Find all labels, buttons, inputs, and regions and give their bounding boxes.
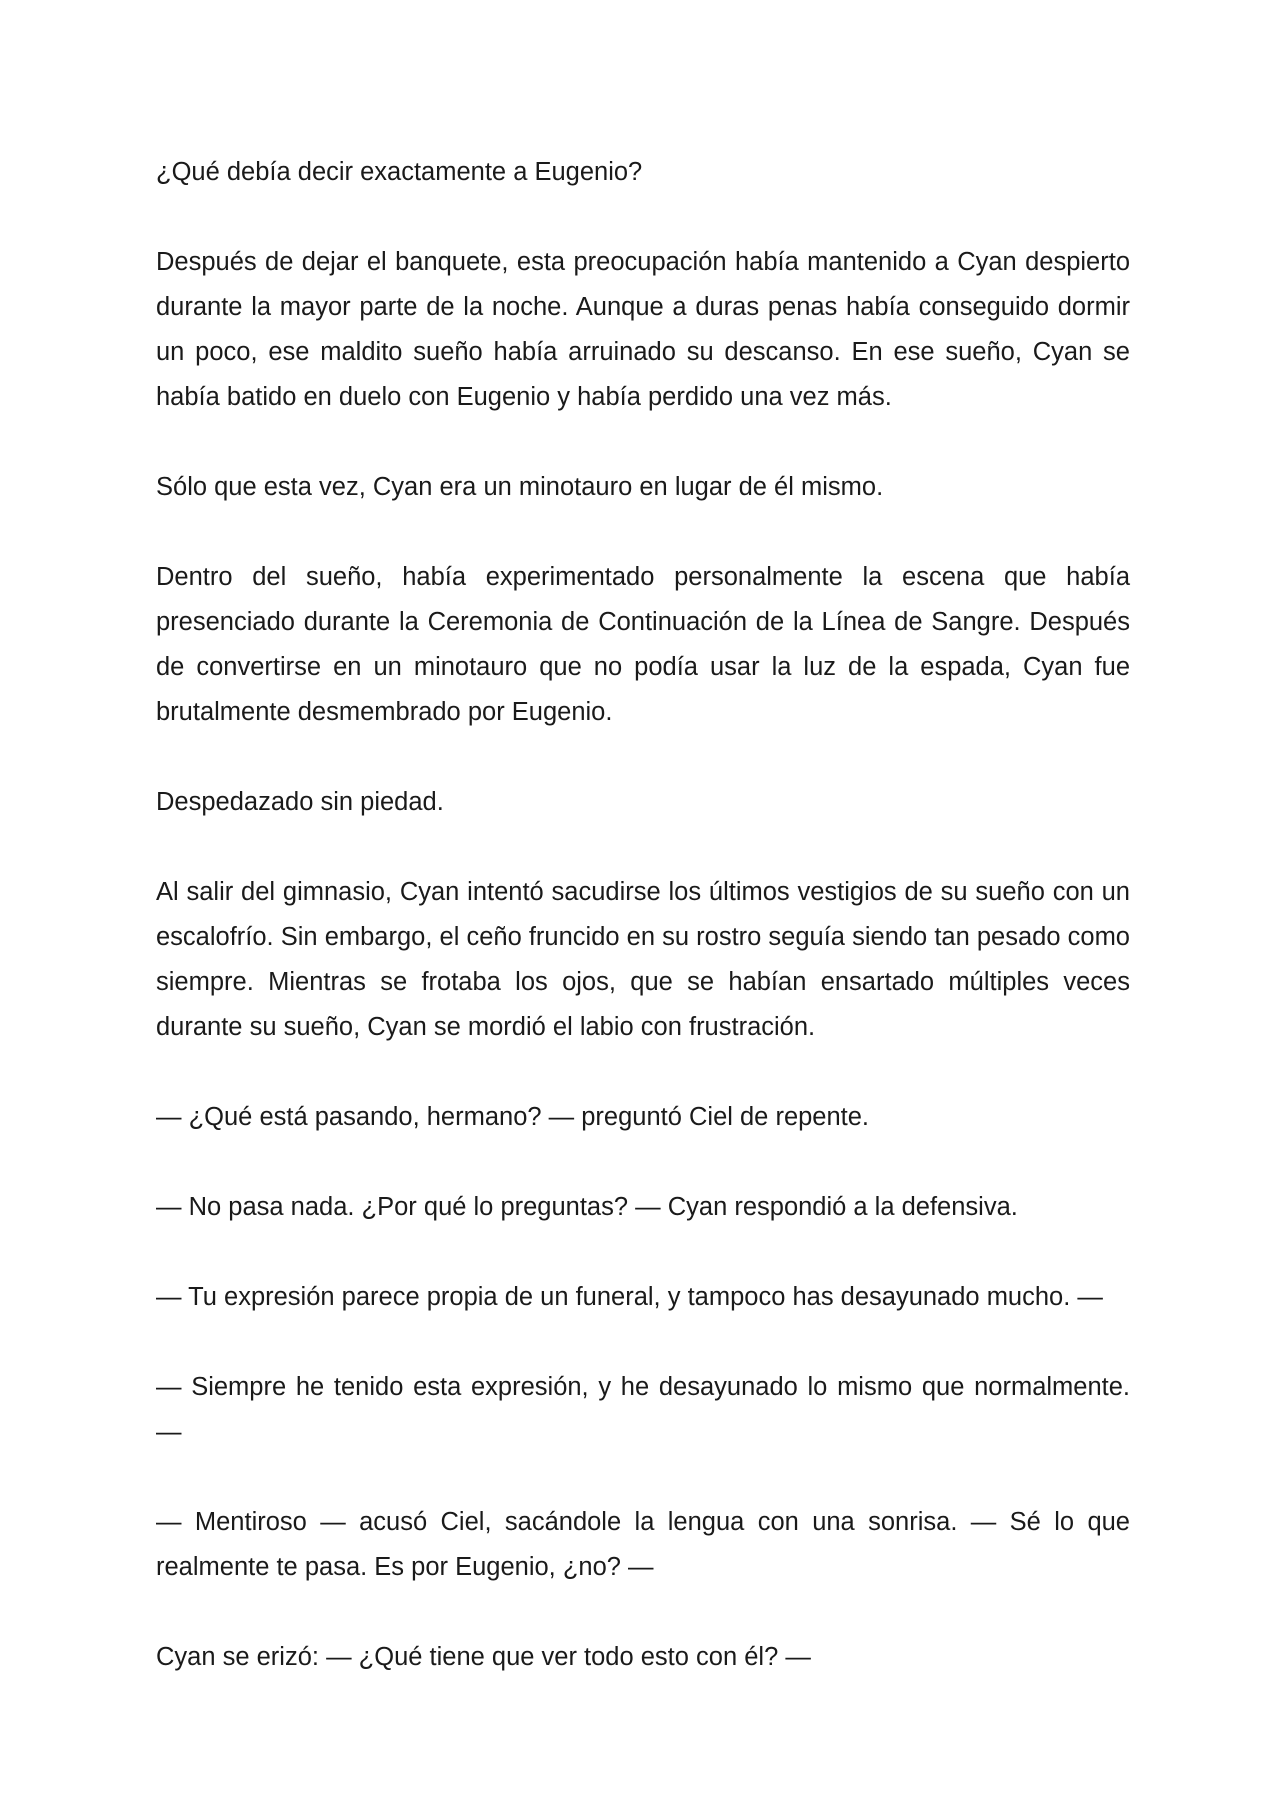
paragraph-6: Al salir del gimnasio, Cyan intentó sacudirse los últimos vestigios de su sueño con un escalofrío. Sin embargo, el ceño fruncido en su rostro seguía siendo tan pesado como siempre. Mientras se frotaba los ojos, que se habían ensartado múltiples veces durante su sueño, Cyan se mordió el labio con frustración. bbox=[156, 878, 1130, 1041]
paragraph-8: — No pasa nada. ¿Por qué lo preguntas? — Cyan respondió a la defensiva. bbox=[156, 1193, 1018, 1221]
paragraph-2: Después de dejar el banquete, esta preocupación había mantenido a Cyan despierto durante la mayor parte de la noche. Aunque a duras penas había conseguido dormir un poco, ese maldito sueño había arruinado su descanso. En ese sueño, Cyan se había batido en duelo con Eugenio y había perdido una vez más. bbox=[156, 248, 1130, 411]
paragraph-1: ¿Qué debía decir exactamente a Eugenio? bbox=[156, 158, 643, 186]
document-body bbox=[156, 150, 1130, 1725]
paragraph-5: Despedazado sin piedad. bbox=[156, 788, 444, 816]
paragraph-12: Cyan se erizó: — ¿Qué tiene que ver todo esto con él? — bbox=[156, 1643, 811, 1671]
paragraph-4: Dentro del sueño, había experimentado personalmente la escena que había presenciado durante la Ceremonia de Continuación de la Línea de Sangre. Después de convertirse en un minotauro que no podía usar la luz de la espada, Cyan fue brutalmente desmembrado por Eugenio. bbox=[156, 563, 1130, 726]
paragraph-10: — Siempre he tenido esta expresión, y he desayunado lo mismo que normalmente. — bbox=[156, 1373, 1130, 1446]
paragraph-9: — Tu expresión parece propia de un funeral, y tampoco has desayunado mucho. — bbox=[156, 1283, 1103, 1311]
paragraph-7: — ¿Qué está pasando, hermano? — preguntó Ciel de repente. bbox=[156, 1103, 870, 1131]
paragraph-3: Sólo que esta vez, Cyan era un minotauro en lugar de él mismo. bbox=[156, 473, 884, 501]
paragraph-11: — Mentiroso — acusó Ciel, sacándole la lengua con una sonrisa. — Sé lo que realmente te pasa. Es por Eugenio, ¿no? — bbox=[156, 1508, 1130, 1581]
